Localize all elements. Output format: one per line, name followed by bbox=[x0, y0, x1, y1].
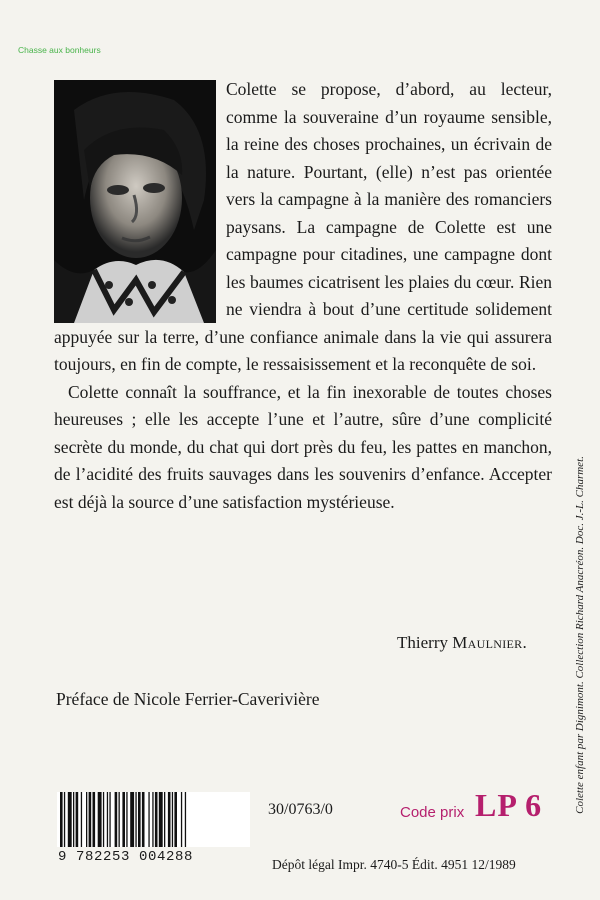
signature bbox=[397, 633, 527, 653]
barcode-digits: 9 782253 004288 bbox=[58, 849, 194, 865]
paragraph-1: Colette se propose, d’abord, au lecteur, comme la souveraine d’un royaume sensible, la reine des choses prochaines, un écrivain de la nature. Pourtant, (elle) n’est pas orientée vers la campagne à la manière des romanciers paysans. La campagne de Colette est une campagne pour citadines, une campagne dont les baumes cicatrisent les plaies du cœur. Rien ne viendra à bout d’une certitude solidement appuyée sur la terre, d’une confiance animale dans la vie qui assurera toujours, en fin de compte, le ressaisissement et la reconquête de soi. bbox=[54, 79, 552, 374]
signature-last-name: Maulnier. bbox=[452, 633, 527, 652]
price-code-label: Code prix bbox=[400, 804, 465, 821]
reference-number: 30/0763/0 bbox=[268, 801, 333, 818]
photo-credit-vertical: Colette enfant par Dignimont. Collection Richard Anacréon. Doc. J.-L. Charmet. bbox=[574, 456, 586, 814]
watermark-text: Chasse aux bonheurs bbox=[18, 45, 101, 55]
back-cover-text bbox=[54, 76, 552, 516]
legal-deposit-line: Dépôt légal Impr. 4740-5 Édit. 4951 12/1989 bbox=[272, 857, 516, 872]
price-code-value: LP 6 bbox=[475, 787, 543, 823]
preface-credit: Préface de Nicole Ferrier-Caverivière bbox=[56, 689, 320, 709]
signature-first-name: Thierry bbox=[397, 633, 449, 652]
barcode bbox=[57, 792, 250, 847]
barcode-bars bbox=[57, 792, 250, 847]
paragraph-2: Colette connaît la souffrance, et la fin inexorable de toutes choses heureuses ; elle les accepte l’une et l’autre, sûre d’une complicité secrète du monde, du chat qui dort près du feu, les pattes en manchon, de l’acidité des fruits sauvages dans les souvenirs d’enfance. Accepter est déjà la source d’une satisfaction mystérieuse. bbox=[54, 381, 552, 512]
